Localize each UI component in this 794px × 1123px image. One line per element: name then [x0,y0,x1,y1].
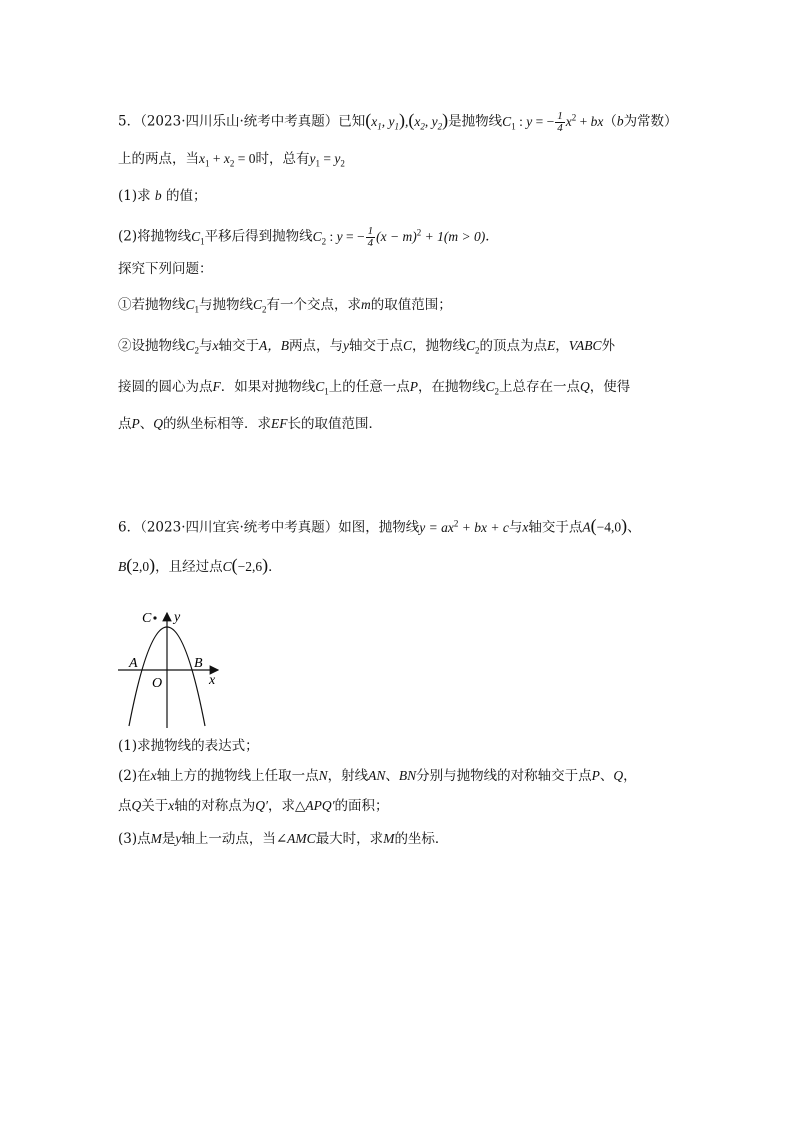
q5-sub-2-line-2: 接圆的圆心为点F．如果对抛物线$C_1$上的任意一点P，在抛物线$C_2$上总存在一点Q，使得 [118,379,631,397]
q6-part-3: (3)点M是y轴上一动点，当∠AMC最大时，求M的坐标． [118,831,449,847]
q5-sub-1: ①若抛物线$C_1$与抛物线$C_2$有一个交点，求m的取值范围； [118,297,452,315]
q5-sub-2-line-3: 点P、Q的纵坐标相等．求EF长的取值范围． [118,416,382,432]
q6-part-2-line-2: 点Q关于x轴的对称点为Q′，求△APQ′的面积； [118,798,389,814]
x-axis-label: x [209,673,216,688]
question-source: （2023·四川宜宾·统考中考真题） [140,519,339,536]
q5-sub-2-line-1: ②设抛物线$C_2$与x轴交于A，B两点，与y轴交于点C，抛物线$C_2$的顶点为点E，VABC外 [118,338,616,356]
question-number: 6． [118,519,141,536]
point-a-label: A [129,656,138,671]
parabola-figure [116,608,226,730]
question-number: 5． [118,113,141,130]
point-pair: ($x_1$, $y_1),(x_2$, $y_2$) [365,109,449,132]
q5-part-1: (1)求 b 的值； [118,188,207,204]
q6-line-1: 6．（2023·四川宜宾·统考中考真题）如图，抛物线$y = ax^2$ + bx + c与x轴交于点A(−4,0)、 [118,515,641,536]
q6-line-2: B(2,0)，且经过点C(−2,6)． [118,555,282,575]
y-axis-label: y [174,610,181,625]
point-c-label: C [142,611,152,626]
curve-c1-equation: $C_1$ : y = − $\frac{1}{4}$ $x^2$ + bx [502,109,604,134]
q6-part-1: (1)求抛物线的表达式； [118,738,259,754]
point-b-label: B [194,656,203,671]
q6-part-2-line-1: (2)在x轴上方的抛物线上任取一点N，射线AN、BN分别与抛物线的对称轴交于点P、Q， [118,768,637,784]
q5-line-2: 上的两点，当$x_1 + x_2 = 0$时，总有$y_1 = y_2$ [118,151,345,169]
question-source: （2023·四川乐山·统考中考真题） [140,113,339,130]
q5-explore: 探究下列问题： [118,261,213,277]
origin-label: O [152,676,163,691]
q5-part-2: (2)将抛物线$C_1$平移后得到抛物线$C_2$ : y = − $\frac{1}{4}$ $(x - m)^2 + 1(m > 0)$． [118,224,499,249]
q5-line-1: 5．（2023·四川乐山·统考中考真题）已知($x_1$, $y_1),(x_2$, $y_2$)是抛物线$C_1$ : y = − $\frac{1}{4}$ $x^2 + bx(b$为常数） [118,109,678,134]
point-c-marker [153,616,156,619]
